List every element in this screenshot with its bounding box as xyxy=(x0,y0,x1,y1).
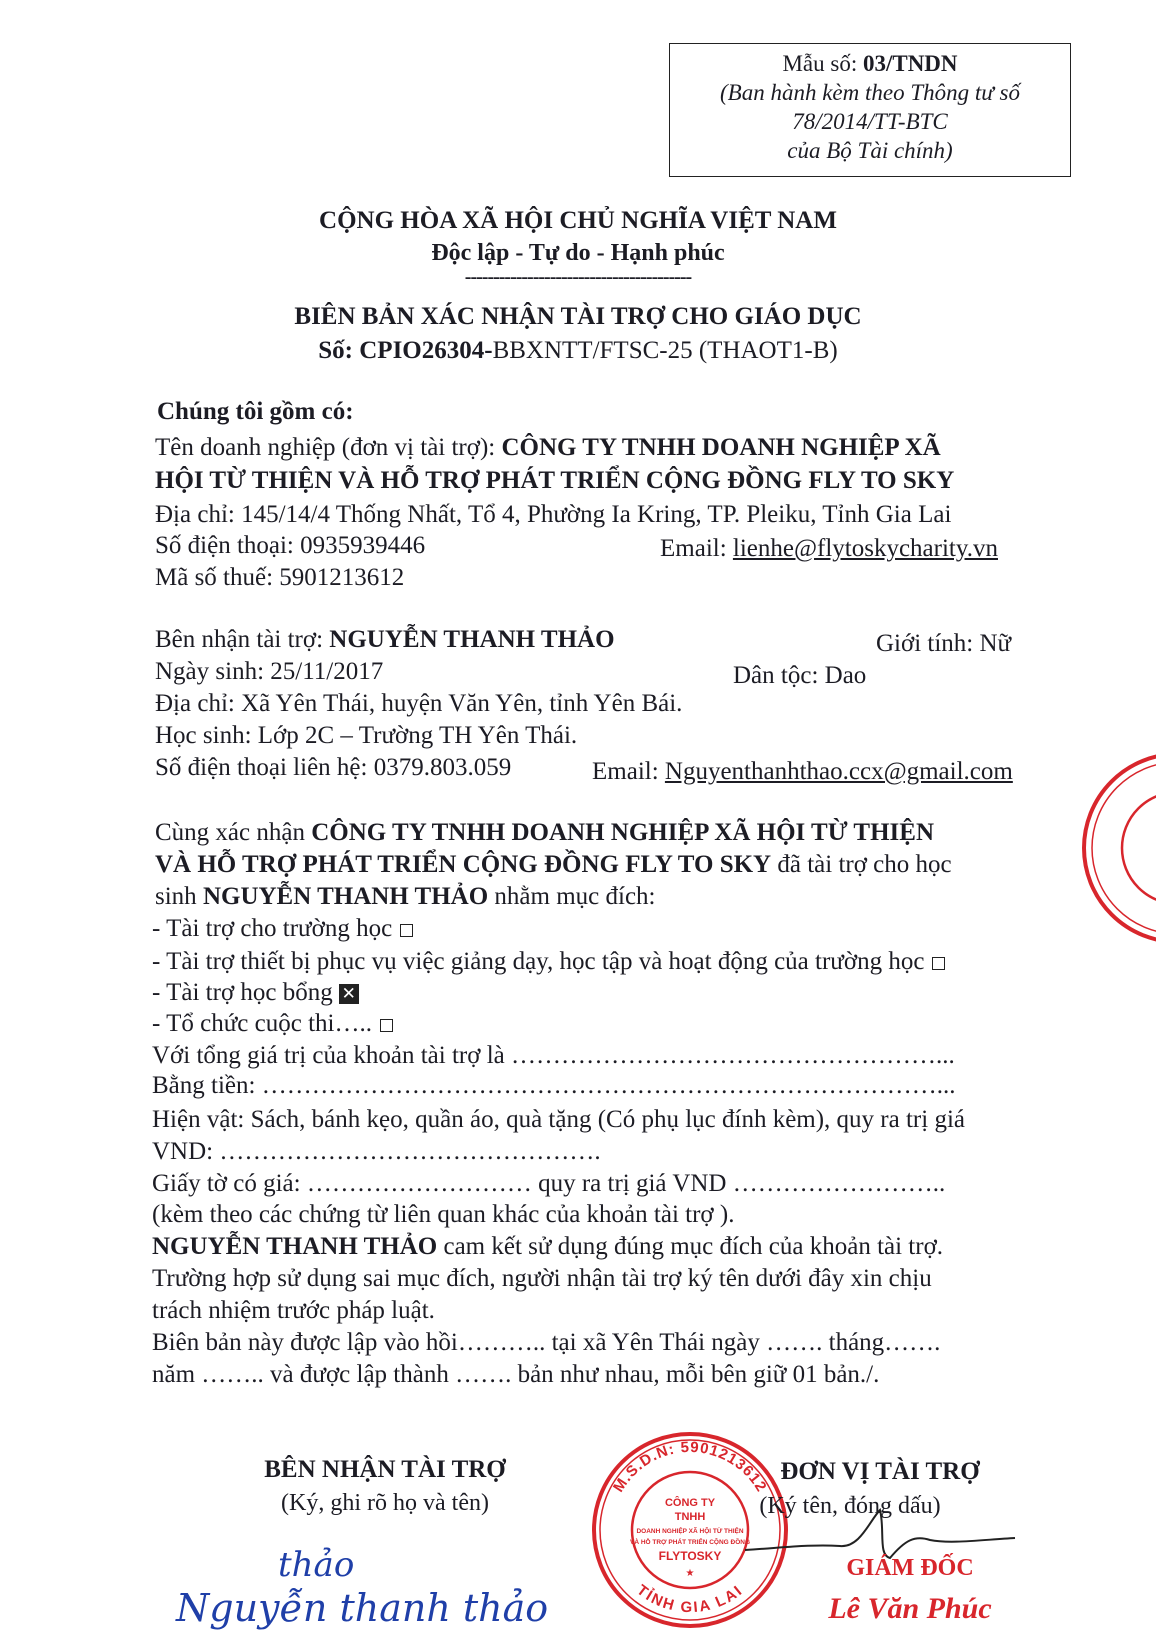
confirm-after-company: đã tài trợ cho học xyxy=(771,851,952,878)
purpose-checkbox-scholarship-checked[interactable]: ✕ xyxy=(339,984,359,1004)
purpose-checkbox-school[interactable] xyxy=(400,924,413,937)
sponsor-sign-title: ĐƠN VỊ TÀI TRỢ xyxy=(780,1458,980,1485)
purpose-checkbox-contest[interactable] xyxy=(380,1019,393,1032)
purpose-label: - Tài trợ thiết bị phục vụ việc giảng dạy, học tập và hoạt động của trường học xyxy=(152,948,925,975)
recipient-email-row xyxy=(592,756,1013,787)
purpose-label: - Tổ chức cuộc thi….. xyxy=(152,1010,372,1037)
director-title: GIÁM ĐỐC xyxy=(846,1555,974,1581)
commitment-line4: Biên bản này được lập vào hồi……….. tại xã Yên Thái ngày ……. tháng……. xyxy=(152,1329,941,1356)
form-number-code: 03/TNDN xyxy=(862,51,958,76)
sponsor-name-part1: CÔNG TY TNHH DOANH NGHIỆP XÃ xyxy=(501,434,941,461)
form-number-box xyxy=(669,43,1071,177)
recipient-ethnicity: Dân tộc: Dao xyxy=(733,662,867,689)
recipient-sign-title: BÊN NHẬN TÀI TRỢ xyxy=(264,1456,506,1483)
purpose-label: - Tài trợ học bổng xyxy=(152,979,333,1006)
star-icon: ★ xyxy=(685,1568,695,1579)
purpose-item xyxy=(152,977,359,1008)
confirm-line3-prefix: sinh xyxy=(155,883,203,910)
document-number-prefix: Số: CPIO26304- xyxy=(318,337,493,364)
sponsor-tax-code: Mã số thuế: 5901213612 xyxy=(155,564,405,591)
cash-line: Bằng tiền: ………………………………………………………………………... xyxy=(152,1072,956,1099)
stamp-line5: FLYTOSKY xyxy=(658,1549,722,1563)
recipient-email-label: Email: xyxy=(592,758,665,785)
recipient-dob: Ngày sinh: 25/11/2017 xyxy=(155,658,384,685)
recipient-school: Học sinh: Lớp 2C – Trường TH Yên Thái. xyxy=(155,722,578,749)
commitment-line1-rest: cam kết sử dụng đúng mục đích của khoản tài trợ. xyxy=(437,1233,944,1260)
attachments-line: (kèm theo các chứng từ liên quan khác của khoản tài trợ ). xyxy=(152,1201,735,1228)
stamp-line2: TNHH xyxy=(674,1511,706,1523)
commitment-line2: Trường hợp sử dụng sai mục đích, người nhận tài trợ ký tên dưới đây xin chịu xyxy=(152,1265,932,1292)
recipient-signature-short: thảo xyxy=(278,1545,355,1585)
stamp-tax-code: M.S.D.N: 5901213612 xyxy=(610,1438,771,1496)
total-value-line: Với tổng giá trị của khoản tài trợ là ……………………………………………... xyxy=(152,1042,955,1069)
confirm-line1 xyxy=(155,817,934,848)
sponsor-name-line1 xyxy=(155,432,941,463)
recipient-gender: Giới tính: Nữ xyxy=(876,630,1012,657)
confirm-company-part2: VÀ HỖ TRỢ PHÁT TRIỂN CỘNG ĐỒNG FLY TO SKY xyxy=(155,851,772,878)
confirm-line3-suffix: nhằm mục đích: xyxy=(488,883,656,910)
purpose-item xyxy=(152,946,945,977)
sponsor-address: Địa chỉ: 145/14/4 Thống Nhất, Tổ 4, Phường Ia Kring, TP. Pleiku, Tỉnh Gia Lai xyxy=(155,501,952,528)
recipient-name-row xyxy=(155,624,615,655)
confirm-company-part1: CÔNG TY TNHH DOANH NGHIỆP XÃ HỘI TỪ THIỆN xyxy=(311,819,935,846)
purpose-label: - Tài trợ cho trường học xyxy=(152,915,393,942)
sponsor-phone: Số điện thoại: 0935939446 xyxy=(155,532,426,559)
recipient-address: Địa chỉ: Xã Yên Thái, huyện Văn Yên, tỉnh Yên Bái. xyxy=(155,690,683,717)
director-name: Lê Văn Phúc xyxy=(828,1592,992,1625)
purpose-item xyxy=(152,913,413,944)
commitment-line3: trách nhiệm trước pháp luật. xyxy=(152,1297,435,1324)
recipient-signature-full: Nguyễn thanh thảo xyxy=(176,1586,549,1630)
form-issued-line: (Ban hành kèm theo Thông tư số xyxy=(719,80,1020,105)
country-title: CỘNG HÒA XÃ HỘI CHỦ NGHĨA VIỆT NAM xyxy=(319,207,837,234)
sponsor-name-label: Tên doanh nghiệp (đơn vị tài trợ): xyxy=(155,434,502,461)
commitment-line5: năm …….. và được lập thành ……. bản như nhau, mỗi bên giữ 01 bản./. xyxy=(152,1361,880,1388)
sponsor-email-row xyxy=(660,533,998,564)
sponsor-name-part2: HỘI TỪ THIỆN VÀ HỖ TRỢ PHÁT TRIỂN CỘNG ĐỒNG FLY TO SKY xyxy=(155,467,955,494)
document-number xyxy=(0,337,1156,365)
form-number-label: Mẫu số: xyxy=(782,51,863,76)
recipient-name: NGUYỄN THANH THẢO xyxy=(329,626,615,653)
confirm-student-name: NGUYỄN THANH THẢO xyxy=(202,883,489,910)
stamp-line4: VÀ HỖ TRỢ PHÁT TRIỂN CỘNG ĐỒNG xyxy=(629,1539,751,1546)
purpose-checkbox-equipment[interactable] xyxy=(932,957,945,970)
recipient-email-link[interactable]: Nguyenthanhthao.ccx@gmail.com xyxy=(664,758,1013,785)
stamp-province: TỈNH GIA LAI xyxy=(633,1581,747,1617)
stamp-line1: CÔNG TY xyxy=(664,1497,716,1509)
partial-stamp-right xyxy=(1078,748,1156,948)
form-circular-number: 78/2014/TT-BTC xyxy=(792,109,948,134)
sponsor-email-link[interactable]: lienhe@flytoskycharity.vn xyxy=(732,535,998,562)
stamp-line3: DOANH NGHIỆP XÃ HỘI TỪ THIỆN xyxy=(636,1528,744,1535)
sponsor-sign-note: (Ký tên, đóng dấu) xyxy=(759,1493,941,1519)
confirm-prefix: Cùng xác nhận xyxy=(155,819,312,846)
sponsor-email-label: Email: xyxy=(660,535,733,562)
recipient-phone: Số điện thoại liên hệ: 0379.803.059 xyxy=(155,754,512,781)
header-divider: ---------------------------------------- xyxy=(464,266,692,288)
purpose-item xyxy=(152,1008,393,1039)
goods-vnd-line: VND: ………………………………………. xyxy=(152,1138,601,1165)
intro-heading: Chúng tôi gồm có: xyxy=(157,398,354,425)
commitment-line1 xyxy=(152,1231,943,1262)
svg-text:M.S.D.N: 5901213612 xyxy=(610,1439,770,1495)
form-ministry: của Bộ Tài chính) xyxy=(787,138,953,163)
goods-line: Hiện vật: Sách, bánh kẹo, quần áo, quà tặng (Có phụ lục đính kèm), quy ra trị giá xyxy=(152,1106,965,1133)
confirm-line2 xyxy=(155,849,952,880)
document-number-rest: BBXNTT/FTSC-25 (THAOT1-B) xyxy=(492,337,838,364)
recipient-name-label: Bên nhận tài trợ: xyxy=(155,626,330,653)
recipient-sign-note: (Ký, ghi rõ họ và tên) xyxy=(281,1490,489,1516)
confirm-line3 xyxy=(155,881,656,912)
document-title: BIÊN BẢN XÁC NHẬN TÀI TRỢ CHO GIÁO DỤC xyxy=(294,303,862,330)
commitment-student: NGUYỄN THANH THẢO xyxy=(152,1233,438,1260)
motto: Độc lập - Tự do - Hạnh phúc xyxy=(431,240,725,266)
papers-line: Giấy tờ có giá: ……………………… quy ra trị giá VND …………………….. xyxy=(152,1170,946,1197)
